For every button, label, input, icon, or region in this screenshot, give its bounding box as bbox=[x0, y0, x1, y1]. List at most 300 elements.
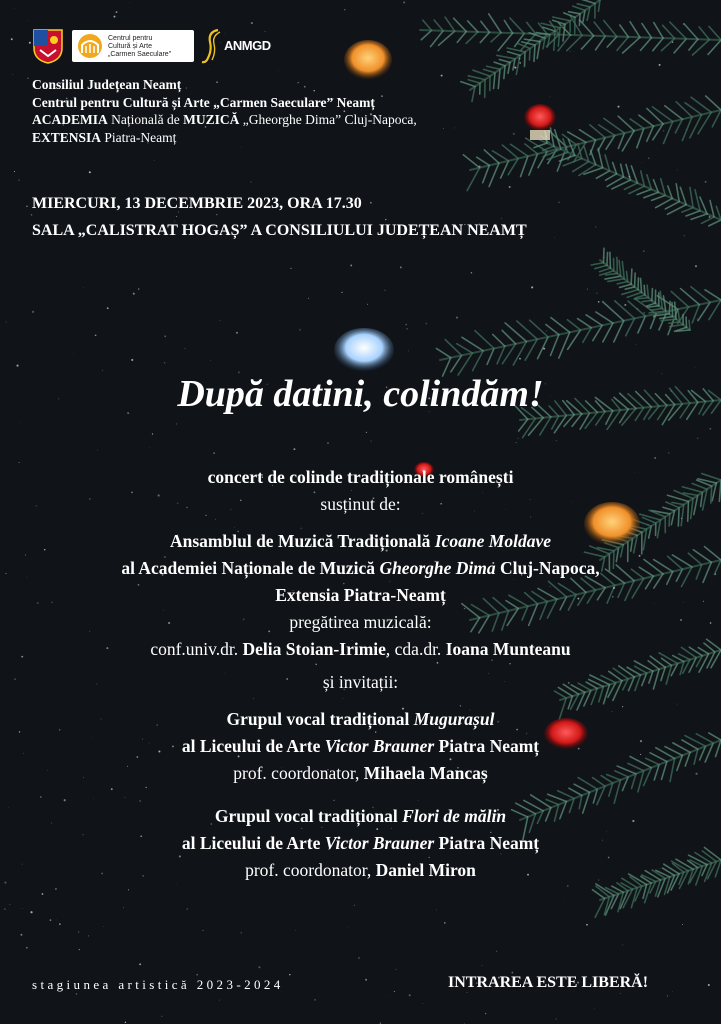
snow-speck bbox=[709, 216, 711, 218]
snow-speck bbox=[295, 930, 296, 931]
title-2: , cda.dr. bbox=[385, 639, 446, 659]
snow-speck bbox=[30, 911, 32, 913]
fir-needle bbox=[630, 119, 644, 129]
extension-word: EXTENSIA bbox=[32, 129, 102, 145]
fir-needle bbox=[709, 26, 721, 40]
snow-speck bbox=[436, 910, 437, 911]
fir-needle bbox=[504, 20, 512, 33]
snow-speck bbox=[653, 316, 655, 318]
fir-needle bbox=[591, 263, 603, 265]
cca-logo-line: „Carmen Saeculare” bbox=[108, 51, 172, 58]
snow-speck bbox=[471, 272, 473, 274]
snow-speck bbox=[128, 889, 129, 890]
snow-speck bbox=[567, 885, 568, 886]
snow-speck bbox=[186, 908, 188, 910]
fir-needle bbox=[546, 325, 559, 335]
fir-needle bbox=[689, 39, 698, 50]
snow-speck bbox=[152, 433, 153, 434]
fir-needle bbox=[617, 282, 628, 284]
guests-label: și invitații: bbox=[322, 672, 399, 692]
fir-needle bbox=[457, 344, 473, 353]
snow-speck bbox=[672, 41, 674, 43]
fir-needle bbox=[672, 303, 673, 317]
snow-speck bbox=[697, 319, 698, 320]
fir-needle bbox=[625, 287, 634, 289]
cca-carmen-saeculare-logo bbox=[72, 30, 194, 62]
snow-speck bbox=[358, 957, 359, 958]
fir-needle bbox=[640, 38, 651, 51]
cca-logo-text bbox=[108, 35, 192, 59]
snow-speck bbox=[554, 237, 555, 238]
logo-bar bbox=[32, 28, 271, 66]
academy-word: ACADEMIA bbox=[32, 112, 108, 127]
snow-speck bbox=[123, 907, 124, 908]
fir-needle bbox=[624, 183, 637, 189]
snow-speck bbox=[624, 304, 626, 306]
fir-needle bbox=[525, 144, 538, 154]
organizer-culture-center: Centrul pentru Cultură și Arte „Carmen Saeculare” Neamț bbox=[32, 94, 375, 110]
fir-needle bbox=[481, 21, 490, 32]
fir-needle bbox=[627, 271, 628, 281]
ensemble-academy-line bbox=[0, 555, 721, 582]
school-name: Victor Brauner bbox=[324, 736, 435, 756]
snow-speck bbox=[570, 51, 571, 52]
group-name: Flori de mălin bbox=[402, 806, 507, 826]
ensemble-type: Ansamblul de Muzică Tradițională bbox=[170, 531, 435, 551]
coordinator-name: Daniel Miron bbox=[375, 860, 476, 880]
snow-speck bbox=[672, 991, 673, 992]
ensemble-line bbox=[0, 528, 721, 555]
snow-speck bbox=[278, 70, 279, 71]
snow-speck bbox=[367, 304, 368, 305]
fir-needle bbox=[468, 21, 478, 32]
group-type: Grupul vocal tradițional bbox=[214, 806, 403, 826]
fir-needle bbox=[622, 261, 624, 278]
snow-speck bbox=[290, 268, 292, 270]
snow-speck bbox=[89, 171, 91, 173]
snow-speck bbox=[174, 353, 175, 354]
fir-needle bbox=[605, 276, 621, 279]
snow-speck bbox=[629, 176, 630, 177]
fir-needle bbox=[581, 36, 593, 49]
fir-needle bbox=[480, 32, 489, 42]
fir-needle bbox=[493, 334, 505, 346]
fir-needle bbox=[682, 208, 693, 212]
snow-speck bbox=[616, 257, 617, 258]
fir-needle bbox=[524, 52, 525, 67]
snow-speck bbox=[648, 157, 649, 158]
snow-speck bbox=[42, 893, 44, 895]
cca-logo-line: Cultură și Arte bbox=[108, 43, 152, 50]
fir-needle bbox=[553, 17, 570, 21]
snow-speck bbox=[18, 179, 19, 180]
guest-group-2 bbox=[0, 803, 721, 830]
event-venue: SALA „CALISTRAT HOGAȘ” A CONSILIULUI JUDEȚEAN NEAMȚ bbox=[32, 222, 527, 239]
snow-speck bbox=[705, 181, 707, 183]
musical-preparation-names bbox=[0, 636, 721, 663]
snow-speck bbox=[604, 257, 605, 258]
snow-speck bbox=[407, 328, 408, 329]
snow-speck bbox=[514, 67, 516, 69]
snow-speck bbox=[220, 320, 221, 321]
fir-needle bbox=[499, 60, 510, 63]
fir-needle bbox=[454, 18, 467, 31]
snow-speck bbox=[55, 888, 57, 890]
fir-needle bbox=[423, 20, 432, 30]
ensemble-extension: Extensia Piatra-Neamț bbox=[275, 585, 446, 605]
snow-speck bbox=[16, 365, 18, 367]
fir-needle bbox=[434, 20, 443, 31]
snow-speck bbox=[20, 423, 21, 424]
snow-speck bbox=[219, 1000, 220, 1001]
snow-speck bbox=[308, 298, 309, 299]
county-coat-of-arms-logo bbox=[32, 28, 64, 64]
snow-speck bbox=[395, 969, 396, 970]
snow-speck bbox=[444, 922, 446, 924]
academy-label: al Academiei Naționale de Muzică bbox=[121, 558, 380, 578]
fir-needle bbox=[466, 32, 478, 44]
fir-needle bbox=[618, 116, 634, 131]
snow-speck bbox=[354, 905, 355, 906]
snow-speck bbox=[443, 128, 444, 129]
fir-needle bbox=[473, 351, 484, 371]
snow-speck bbox=[637, 308, 638, 309]
snow-speck bbox=[236, 332, 238, 334]
blue-ornament bbox=[334, 328, 394, 372]
snow-speck bbox=[454, 128, 455, 129]
guest-group-2-school bbox=[0, 830, 721, 857]
snow-speck bbox=[479, 165, 481, 167]
snow-speck bbox=[697, 437, 698, 438]
fir-needle bbox=[598, 149, 602, 168]
organizers-block bbox=[32, 76, 417, 146]
fir-needle bbox=[594, 22, 605, 36]
snow-speck bbox=[258, 966, 260, 968]
snow-speck bbox=[695, 265, 697, 267]
snow-speck bbox=[456, 317, 458, 319]
snow-speck bbox=[467, 992, 468, 993]
fir-needle bbox=[660, 317, 673, 319]
organizer-academy bbox=[32, 111, 417, 129]
fir-needle bbox=[578, 319, 592, 328]
fir-needle bbox=[608, 279, 624, 282]
snow-speck bbox=[241, 932, 242, 933]
snow-speck bbox=[386, 996, 387, 997]
snow-speck bbox=[403, 1, 405, 3]
fir-needle bbox=[603, 248, 604, 262]
snow-speck bbox=[6, 322, 7, 323]
fir-needle bbox=[489, 163, 499, 187]
snow-speck bbox=[97, 450, 98, 451]
snow-speck bbox=[408, 351, 409, 352]
snow-speck bbox=[350, 264, 352, 266]
snow-speck bbox=[133, 293, 135, 295]
snow-speck bbox=[668, 452, 670, 454]
snow-speck bbox=[546, 330, 547, 331]
fir-needle bbox=[579, 14, 580, 26]
snow-speck bbox=[341, 292, 342, 293]
fir-needle bbox=[709, 220, 721, 226]
snow-speck bbox=[558, 202, 559, 203]
fir-needle bbox=[595, 898, 605, 917]
fir-needle bbox=[604, 21, 617, 37]
snow-speck bbox=[365, 979, 367, 981]
arch-building-icon bbox=[76, 33, 104, 59]
snow-speck bbox=[29, 42, 31, 44]
snow-speck bbox=[299, 329, 301, 331]
fir-needle bbox=[534, 45, 535, 61]
academy-text: Națională de bbox=[107, 112, 184, 127]
snow-speck bbox=[95, 334, 97, 336]
school-city: Piatra Neamț bbox=[434, 833, 540, 853]
snow-speck bbox=[616, 301, 617, 302]
snow-speck bbox=[154, 160, 155, 161]
snow-speck bbox=[422, 1003, 423, 1004]
fir-needle bbox=[661, 38, 674, 50]
title-1: conf.univ.dr. bbox=[150, 639, 243, 659]
fir-needle bbox=[631, 269, 632, 284]
snow-speck bbox=[550, 96, 551, 97]
anmgd-logo-text: ANMGD bbox=[224, 38, 271, 53]
concert-title: După datini, colindăm! bbox=[177, 373, 544, 415]
snow-speck bbox=[203, 930, 204, 931]
snow-speck bbox=[516, 442, 517, 443]
fir-needle bbox=[494, 62, 505, 66]
academy-name: Gheorghe Dima bbox=[379, 558, 496, 578]
fir-needle bbox=[630, 22, 640, 38]
fir-needle bbox=[690, 187, 693, 207]
extension-city: Piatra-Neamț bbox=[101, 129, 177, 145]
fir-needle bbox=[676, 184, 679, 202]
snow-speck bbox=[83, 287, 84, 288]
fir-needle bbox=[559, 332, 570, 358]
fir-needle bbox=[484, 69, 495, 72]
event-details bbox=[32, 190, 527, 244]
fir-needle bbox=[502, 330, 515, 343]
anmgd-logo bbox=[200, 28, 270, 64]
snow-speck bbox=[683, 23, 684, 24]
fir-needle bbox=[529, 154, 538, 175]
snow-speck bbox=[519, 62, 521, 64]
fir-needle bbox=[669, 301, 670, 313]
fir-needle bbox=[595, 265, 607, 268]
ensemble-name: Icoane Moldave bbox=[434, 531, 551, 551]
fir-needle bbox=[620, 284, 632, 287]
snow-speck bbox=[441, 75, 443, 77]
fir-needle bbox=[639, 115, 654, 126]
snow-speck bbox=[107, 307, 109, 309]
snow-speck bbox=[385, 290, 386, 291]
snow-speck bbox=[4, 908, 6, 910]
guest-group-2-coordinator bbox=[0, 857, 721, 884]
fir-needle bbox=[567, 320, 580, 330]
snow-speck bbox=[556, 1018, 557, 1019]
snow-speck bbox=[366, 432, 367, 433]
fir-needle bbox=[468, 80, 480, 83]
fir-needle bbox=[577, 0, 595, 3]
fir-needle bbox=[524, 39, 540, 41]
fir-needle bbox=[554, 415, 566, 432]
snow-speck bbox=[327, 442, 329, 444]
snow-speck bbox=[196, 974, 198, 976]
snow-speck bbox=[56, 919, 57, 920]
snow-speck bbox=[641, 163, 642, 164]
guest-group-1-coordinator bbox=[0, 760, 721, 787]
snow-speck bbox=[19, 462, 20, 463]
fir-needle bbox=[563, 158, 582, 165]
fir-needle bbox=[489, 14, 501, 33]
fir-needle bbox=[445, 17, 455, 31]
ornament-cap bbox=[530, 130, 550, 140]
fir-needle bbox=[596, 312, 613, 323]
snow-speck bbox=[667, 995, 668, 996]
school-city: Piatra Neamț bbox=[434, 736, 540, 756]
fir-needle bbox=[577, 4, 590, 7]
snow-speck bbox=[556, 440, 557, 441]
fir-needle bbox=[663, 25, 675, 38]
snow-speck bbox=[394, 991, 395, 992]
snow-speck bbox=[622, 945, 623, 946]
snow-speck bbox=[76, 993, 78, 995]
event-date-time: MIERCURI, 13 DECEMBRIE 2023, ORA 17.30 bbox=[32, 195, 362, 212]
snow-speck bbox=[26, 947, 28, 949]
fir-needle bbox=[607, 37, 617, 47]
snow-speck bbox=[672, 324, 673, 325]
snow-speck bbox=[659, 64, 661, 66]
guest-group-1 bbox=[0, 706, 721, 733]
fir-needle bbox=[620, 25, 629, 37]
concert-subtitle: concert de colinde tradiționale românești bbox=[207, 467, 514, 487]
fir-needle bbox=[705, 290, 721, 300]
snow-speck bbox=[26, 206, 27, 207]
fir-needle bbox=[596, 171, 609, 178]
teacher-name-2: Ioana Munteanu bbox=[445, 639, 571, 659]
snow-speck bbox=[400, 266, 402, 268]
snow-speck bbox=[409, 994, 411, 996]
snow-speck bbox=[32, 311, 34, 313]
snow-speck bbox=[88, 935, 89, 936]
snow-speck bbox=[596, 293, 597, 294]
snow-speck bbox=[425, 323, 427, 325]
fir-needle bbox=[487, 348, 494, 364]
snow-speck bbox=[103, 926, 104, 927]
snow-speck bbox=[654, 457, 656, 459]
snow-speck bbox=[518, 438, 519, 439]
snow-speck bbox=[116, 11, 118, 13]
teacher-name-1: Delia Stoian-Irimie bbox=[242, 639, 386, 659]
snow-speck bbox=[677, 170, 678, 171]
fir-needle bbox=[686, 211, 700, 216]
snow-speck bbox=[79, 949, 80, 950]
snow-speck bbox=[564, 899, 565, 900]
snow-speck bbox=[251, 22, 253, 24]
fir-needle bbox=[654, 23, 663, 39]
fir-needle bbox=[491, 33, 501, 42]
group-type: Grupul vocal tradițional bbox=[226, 709, 414, 729]
snow-speck bbox=[344, 9, 345, 10]
fir-needle bbox=[599, 268, 610, 272]
snow-speck bbox=[59, 923, 61, 925]
fir-needle bbox=[689, 320, 690, 330]
cca-logo-line: Centrul pentru bbox=[108, 35, 153, 42]
fir-needle bbox=[527, 22, 536, 33]
fir-needle bbox=[494, 73, 495, 89]
snow-speck bbox=[598, 301, 600, 303]
fir-needle bbox=[508, 52, 520, 56]
fir-needle bbox=[477, 157, 490, 165]
fir-needle bbox=[663, 122, 672, 144]
snow-speck bbox=[289, 974, 291, 976]
free-entry-label: INTRAREA ESTE LIBERĂ! bbox=[448, 974, 649, 991]
snow-speck bbox=[161, 1016, 162, 1017]
group-name: Mugurașul bbox=[413, 709, 495, 729]
snow-speck bbox=[102, 370, 103, 371]
fir-needle bbox=[468, 76, 485, 80]
fir-needle bbox=[684, 24, 698, 39]
fir-needle bbox=[497, 55, 515, 58]
snow-speck bbox=[50, 919, 52, 921]
snow-speck bbox=[482, 965, 483, 966]
snow-speck bbox=[708, 984, 710, 986]
fir-needle bbox=[606, 174, 617, 180]
snow-speck bbox=[176, 423, 177, 424]
fir-needle bbox=[647, 108, 663, 123]
fir-needle bbox=[529, 48, 530, 59]
fir-needle bbox=[558, 28, 560, 46]
fir-needle bbox=[642, 24, 652, 38]
snow-speck bbox=[9, 904, 10, 905]
snow-speck bbox=[114, 16, 116, 18]
fir-needle bbox=[607, 252, 608, 265]
snow-speck bbox=[22, 908, 23, 909]
snow-speck bbox=[684, 235, 685, 236]
fir-needle bbox=[445, 340, 461, 356]
supported-by-label: susținut de: bbox=[320, 494, 401, 514]
snow-speck bbox=[139, 963, 141, 965]
fir-needle bbox=[550, 335, 558, 356]
fir-needle bbox=[652, 195, 666, 200]
fir-needle bbox=[614, 321, 624, 342]
orange-ornament bbox=[344, 40, 392, 80]
snow-speck bbox=[643, 312, 645, 314]
snow-speck bbox=[138, 288, 140, 290]
fir-needle bbox=[644, 192, 659, 197]
school-name: Victor Brauner bbox=[324, 833, 435, 853]
fir-needle bbox=[641, 278, 642, 292]
snow-speck bbox=[682, 924, 683, 925]
fir-needle bbox=[651, 308, 663, 310]
fir-needle bbox=[484, 150, 499, 163]
organizer-extension bbox=[32, 129, 417, 147]
snow-speck bbox=[405, 324, 407, 326]
snow-speck bbox=[314, 999, 316, 1001]
snow-speck bbox=[131, 359, 133, 361]
snow-speck bbox=[636, 344, 637, 345]
fir-needle bbox=[695, 190, 700, 211]
fir-needle bbox=[586, 315, 602, 326]
snow-speck bbox=[587, 289, 588, 290]
snow-speck bbox=[78, 931, 79, 932]
guest-group-1-school bbox=[0, 733, 721, 760]
fir-needle bbox=[487, 66, 500, 69]
snow-speck bbox=[518, 57, 520, 59]
fir-needle bbox=[483, 165, 490, 182]
fir-needle bbox=[644, 285, 645, 295]
fir-needle bbox=[701, 217, 714, 223]
snow-speck bbox=[27, 78, 28, 79]
musical-preparation-label: pregătirea muzicală: bbox=[289, 612, 432, 632]
snow-speck bbox=[213, 452, 214, 453]
